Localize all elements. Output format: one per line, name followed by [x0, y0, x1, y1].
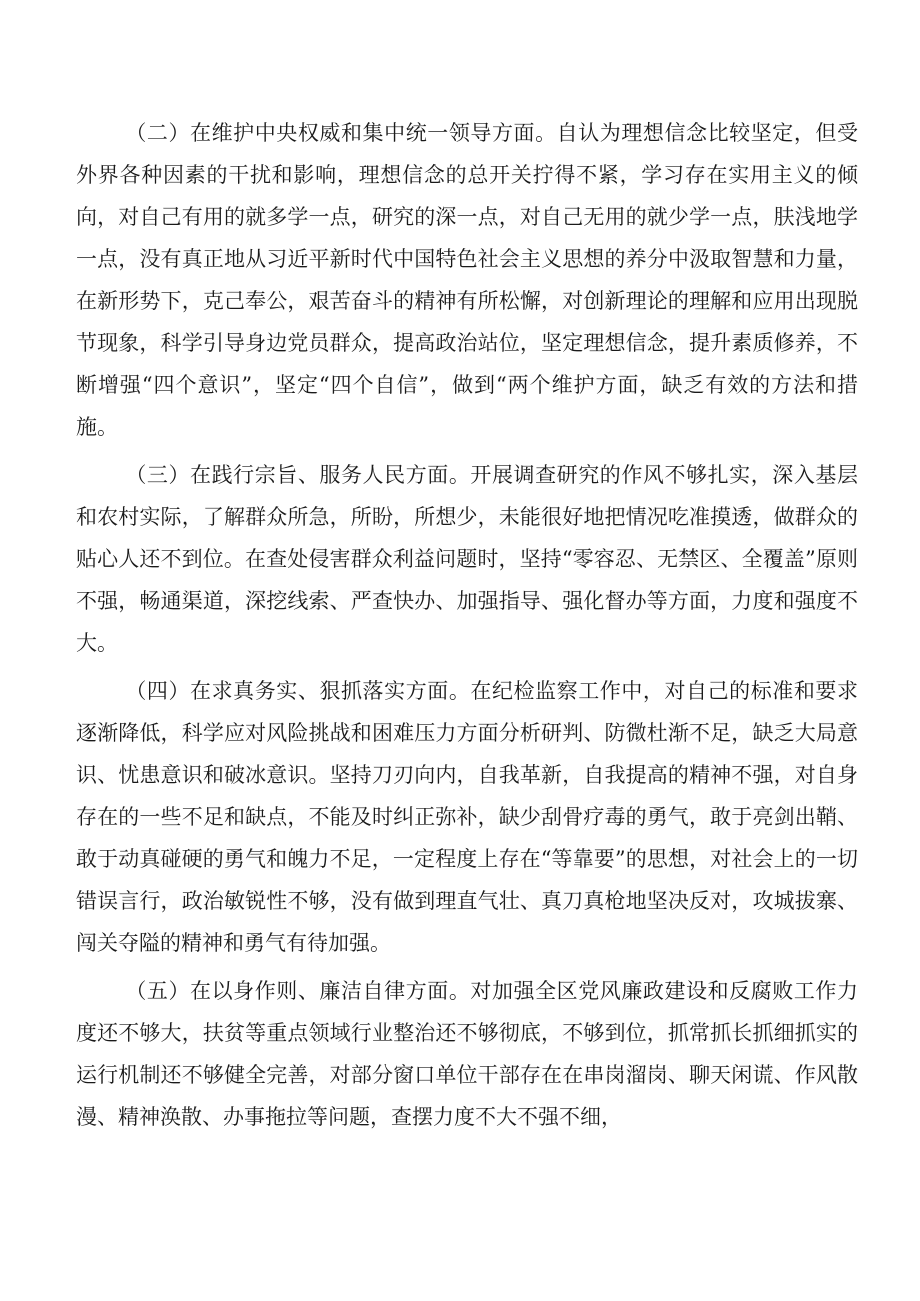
- paragraph-section-4: （四）在求真务实、狠抓落实方面。在纪检监察工作中，对自己的标准和要求逐渐降低，科学应对风险挑战和困难压力方面分析研判、防微杜渐不足，缺乏大局意识、忧患意识和破冰意识。坚持刀刃向内，自我革新，自我提高的精神不强，对自身存在的一些不足和缺点，不能及时纠正弥补，缺少刮骨疗毒的勇气，敢于亮剑出鞘、敢于动真碰硬的勇气和魄力不足，一定程度上存在“等靠要”的思想，对社会上的一切错误言行，政治敏锐性不够，没有做到理直气壮、真刀真枪地坚决反对，攻城拔寨、闯关夺隘的精神和勇气有待加强。: [76, 679, 858, 955]
- paragraph-section-2: （二）在维护中央权威和集中统一领导方面。自认为理想信念比较坚定，但受外界各种因素的干扰和影响，理想信念的总开关拧得不紧，学习存在实用主义的倾向，对自己有用的就多学一点，研究的深一点，对自己无用的就少学一点，肤浅地学一点，没有真正地从习近平新时代中国特色社会主义思想的养分中汲取智慧和力量，在新形势下，克己奉公，艰苦奋斗的精神有所松懈，对创新理论的理解和应用出现脱节现象，科学引导身边党员群众，提高政治站位，坚定理想信念，提升素质修养，不断增强“四个意识”，坚定“四个自信”，做到“两个维护方面，缺乏有效的方法和措施。: [76, 121, 858, 439]
- document-body: [76, 112, 858, 1144]
- paragraph-section-3: （三）在践行宗旨、服务人民方面。开展调查研究的作风不够扎实，深入基层和农村实际，了解群众所急，所盼，所想少，未能很好地把情况吃准摸透，做群众的贴心人还不到位。在查处侵害群众利益问题时，坚持“零容忍、无禁区、全覆盖”原则不强，畅通渠道，深挖线索、严查快办、加强指导、强化督办等方面，力度和强度不大。: [76, 463, 858, 655]
- paragraph-section-5: （五）在以身作则、廉洁自律方面。对加强全区党风廉政建设和反腐败工作力度还不够大，扶贫等重点领域行业整治还不够彻底，不够到位，抓常抓长抓细抓实的运行机制还不够健全完善，对部分窗口单位干部存在在串岗溜岗、聊天闲谎、作风散漫、精神涣散、办事拖拉等问题，查摆力度不大不强不细，: [76, 979, 858, 1129]
